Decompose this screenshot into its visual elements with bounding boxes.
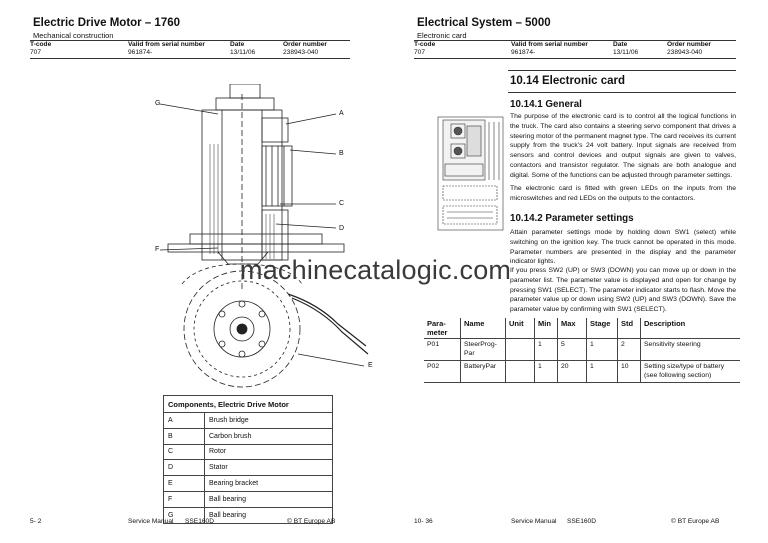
- order-label: Order number: [283, 41, 327, 48]
- parameter-table: [424, 318, 740, 383]
- general-paragraph-2: The electronic card is fitted with green LEDs on the inputs from the microswitches and red LEDs on the outputs to the contactors.: [510, 185, 736, 202]
- table-row: [164, 491, 333, 507]
- col-min: Min: [535, 318, 558, 339]
- cell: [506, 361, 535, 383]
- tcode-label: T-code: [30, 41, 52, 48]
- page-subtitle: Electronic card: [417, 31, 467, 40]
- cell: SteerProg-Par: [461, 339, 506, 361]
- section-rule: [508, 70, 736, 71]
- tcode-value: 707: [414, 49, 426, 56]
- general-heading: 10.14.1 General: [510, 99, 582, 110]
- cell: Sensitivity steering: [641, 339, 741, 361]
- callout-b: B: [339, 150, 344, 157]
- row-letter: A: [164, 413, 205, 429]
- table-row: [424, 361, 740, 383]
- params-heading: 10.14.2 Parameter settings: [510, 213, 634, 224]
- table-header-row: [424, 318, 740, 339]
- row-name: Brush bridge: [205, 413, 333, 429]
- footer-page-number: 5- 2: [30, 518, 42, 525]
- motor-cross-section-drawing: [98, 84, 388, 389]
- callout-d: D: [339, 225, 345, 232]
- col-stage: Stage: [587, 318, 618, 339]
- cell: 1: [587, 339, 618, 361]
- col-unit: Unit: [506, 318, 535, 339]
- tcode-value: 707: [30, 49, 42, 56]
- cell: 1: [535, 361, 558, 383]
- params-paragraph-1: Attain parameter settings mode by holding down SW1 (select) while switching on the ignition key. The truck cannot be operated in this mode. Parameter numbers are presented in the display and the parameter indicator lights.: [510, 229, 736, 266]
- row-name: Ball bearing: [205, 491, 333, 507]
- section-heading: 10.14 Electronic card: [510, 75, 626, 87]
- table-row: [164, 460, 333, 476]
- footer-page-number: 10- 36: [414, 518, 433, 525]
- footer-manual: Service Manual: [128, 518, 174, 525]
- callout-g: G: [155, 100, 161, 107]
- cell: 1: [535, 339, 558, 361]
- tcode-label: T-code: [414, 41, 436, 48]
- callout-a: A: [339, 110, 344, 117]
- footer-manual: Service Manual: [511, 518, 557, 525]
- footer-copyright: © BT Europe AB: [287, 518, 336, 525]
- order-value: 238943-040: [667, 49, 703, 56]
- date-label: Date: [613, 41, 628, 48]
- general-paragraph-1: The purpose of the electronic card is to control all the logical functions in the truck. The card also contains a steering servo component that drives a steering motor of the permanent magnet type. The card receives its current supply from the truck's 24 volt battery. Input signals are received from sensors and control devices and output signals are given to valves, contactors and transistor regulator. The signals are both analogue and digital. Some of the functions can be adjusted through parameter settings.: [510, 113, 736, 179]
- header-rule-bottom: [414, 58, 736, 59]
- row-letter: G: [164, 507, 205, 523]
- page-title: Electric Drive Motor – 1760: [33, 17, 181, 29]
- table-row: [164, 476, 333, 492]
- row-name: Carbon brush: [205, 428, 333, 444]
- date-value: 13/11/06: [613, 49, 639, 56]
- row-name: Bearing bracket: [205, 476, 333, 492]
- footer-model: SSE160D: [185, 518, 214, 525]
- row-letter: F: [164, 491, 205, 507]
- row-letter: C: [164, 444, 205, 460]
- date-value: 13/11/06: [230, 49, 256, 56]
- cell: 10: [618, 361, 641, 383]
- section-rule-under: [508, 92, 736, 93]
- table-row: [424, 339, 740, 361]
- valid-value: 961874-: [128, 49, 153, 56]
- table-row: [164, 413, 333, 429]
- row-letter: D: [164, 460, 205, 476]
- page-title: Electrical System – 5000: [417, 17, 551, 29]
- date-label: Date: [230, 41, 245, 48]
- footer-model: SSE160D: [567, 518, 596, 525]
- table-row: [164, 444, 333, 460]
- cell: P02: [424, 361, 461, 383]
- col-name: Name: [461, 318, 506, 339]
- cell: 1: [587, 361, 618, 383]
- cell: Setting size/type of battery (see following section): [641, 361, 741, 383]
- footer-copyright: © BT Europe AB: [671, 518, 720, 525]
- electronic-card-image: [437, 116, 504, 231]
- row-name: Rotor: [205, 444, 333, 460]
- components-table: [163, 395, 336, 525]
- col-parameter: Para-meter: [424, 318, 461, 339]
- cell: BatteryPar: [461, 361, 506, 383]
- table-row: [164, 428, 333, 444]
- row-name: Ball bearing: [205, 507, 333, 523]
- callout-e: E: [368, 362, 373, 369]
- page-subtitle: Mechanical construction: [33, 31, 114, 40]
- col-description: Description: [641, 318, 741, 339]
- cell: 5: [558, 339, 587, 361]
- components-table-title: Components, Electric Drive Motor: [164, 396, 333, 413]
- cell: 2: [618, 339, 641, 361]
- col-max: Max: [558, 318, 587, 339]
- row-letter: E: [164, 476, 205, 492]
- watermark: machinecatalogic.com: [240, 255, 512, 285]
- cell: P01: [424, 339, 461, 361]
- header-rule-bottom: [30, 58, 350, 59]
- cell: 20: [558, 361, 587, 383]
- valid-label: Valid from serial number: [511, 41, 588, 48]
- col-std: Std: [618, 318, 641, 339]
- valid-label: Valid from serial number: [128, 41, 205, 48]
- callout-c: C: [339, 200, 345, 207]
- order-label: Order number: [667, 41, 711, 48]
- cell: [506, 339, 535, 361]
- row-letter: B: [164, 428, 205, 444]
- order-value: 238943-040: [283, 49, 319, 56]
- valid-value: 961874-: [511, 49, 536, 56]
- callout-f: F: [155, 246, 160, 253]
- row-name: Stator: [205, 460, 333, 476]
- params-paragraph-2: If you press SW2 (UP) or SW3 (DOWN) you can move up or down in the parameter list. The parameter value is displayed and open for change by pressing SW1 (SELECT). The parameter indicator starts to flash. Move the parameter value up or down using SW2 (UP) and SW3 (DOWN). Save the parameter value by confirming with SW1 (SELECT).: [510, 267, 736, 314]
